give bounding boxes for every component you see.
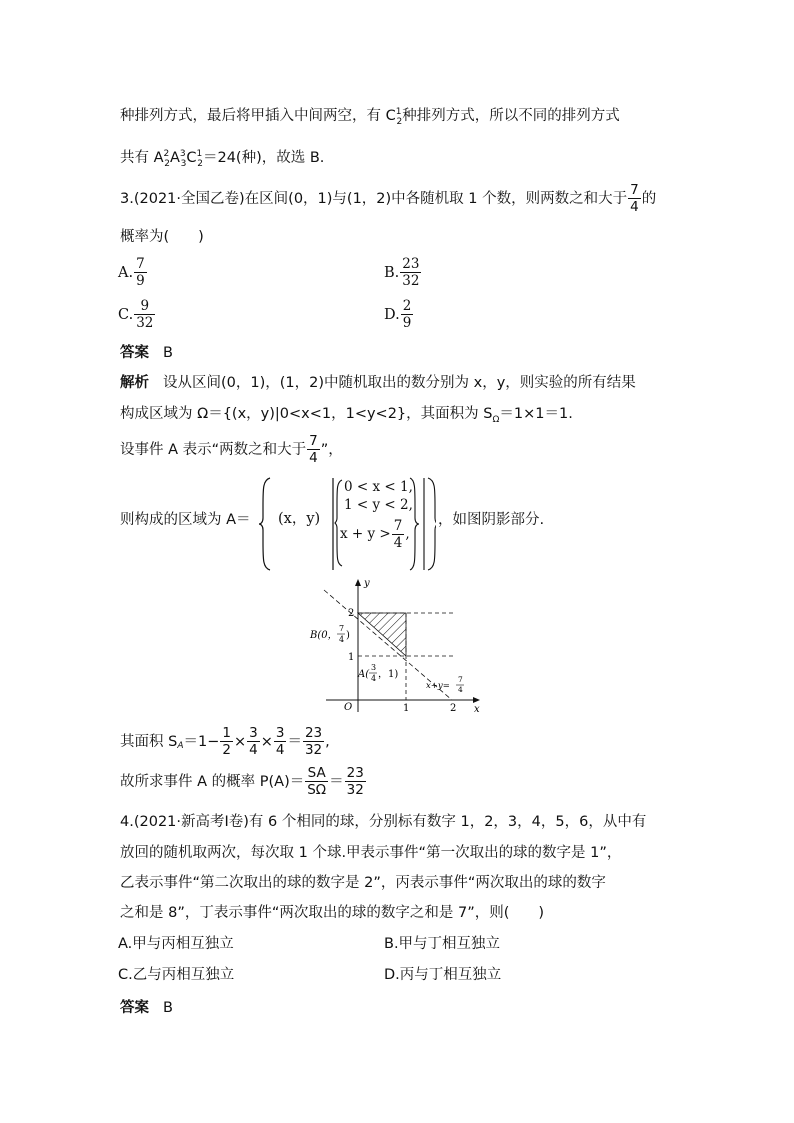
sup: 2: [163, 149, 170, 159]
point-a-label: A(: [358, 669, 370, 680]
q4-option-a: A.甲与丙相互独立: [118, 936, 234, 952]
x-axis-arrow: [473, 697, 480, 703]
num: 3: [249, 724, 258, 741]
den: SΩ: [307, 782, 327, 798]
option-letter: C.: [118, 306, 134, 323]
num: 7: [630, 181, 639, 198]
q4-option-d: D.丙与丁相互独立: [384, 967, 502, 983]
q3-answer: [120, 346, 173, 361]
sup: 1: [196, 149, 203, 159]
event-text: 设事件 A 表示“两数之和大于: [120, 441, 307, 458]
probability-fraction: [305, 764, 328, 798]
x-tick-1: 1: [403, 703, 410, 714]
option-fraction: [134, 297, 155, 331]
answer-label: 答案: [120, 345, 149, 361]
den: 32: [136, 315, 154, 331]
q4-line4: 之和是 8”，丁表示事件“两次取出的球的数字之和是 7”，则( ): [120, 905, 545, 921]
text-line-2: [120, 149, 325, 169]
point-a-frac-num: 3: [371, 663, 377, 672]
analysis-text: ＝1×1＝1.: [499, 406, 573, 422]
point-a-close: ，1): [378, 669, 399, 680]
line2-rest: ＝24(种)，故选 B.: [202, 150, 325, 166]
q3-stem-end: 的: [641, 190, 657, 207]
q4-line2: 放回的随机取两次，每次取 1 个球.甲表示事件“第一次取出的球的数字是 1”，: [120, 845, 622, 861]
region-suffix: ，如图阴影部分.: [438, 512, 545, 528]
region-brace-right: [408, 476, 436, 572]
y-tick-1: 1: [348, 652, 355, 663]
analysis-text: 构成区域为 Ω＝{(x，y)|0<x<1，1<y<2}，其面积为 S: [120, 406, 493, 422]
num: 3: [275, 724, 285, 741]
sub: 2: [164, 159, 170, 169]
option-fraction: [134, 255, 147, 289]
q3-stem: [120, 181, 656, 217]
den: 4: [275, 742, 285, 758]
answer-label: 答案: [120, 1000, 149, 1016]
q4-option-b: B.甲与丁相互独立: [384, 936, 501, 952]
q4-answer: [120, 1001, 173, 1016]
answer-value: B: [163, 345, 173, 361]
area-eq: ＝1−: [183, 733, 220, 750]
sub: Ω: [492, 415, 500, 425]
sub: 3: [180, 159, 187, 169]
region-brace-left: [258, 476, 272, 572]
region-condition-1: 0 < x < 1,: [344, 479, 413, 495]
event-end: ”，: [320, 441, 343, 458]
q4-line3: 乙表示事件“第二次取出的球的数字是 2”，丙表示事件“两次取出的球的数字: [120, 875, 606, 891]
area-text: 其面积 S: [120, 733, 178, 750]
analysis-text: 设从区间(0，1)，(1，2)中随机取出的数分别为 x，y，则实验的所有结果: [163, 375, 636, 391]
den: 32: [304, 742, 323, 758]
area-fraction-3: [274, 724, 287, 758]
x-axis-label: x: [474, 704, 480, 715]
point-b-label: B(0，: [310, 630, 338, 641]
q3-analysis-line2: [120, 406, 573, 425]
condition-fraction: [392, 517, 405, 551]
region-figure: [306, 576, 486, 716]
line2-b: A: [170, 150, 180, 166]
option-letter: B.: [384, 264, 400, 281]
den: 9: [136, 273, 145, 289]
event-fraction: [307, 432, 320, 466]
line-label: x+y=: [426, 681, 450, 691]
text-line-1: [120, 107, 620, 127]
region-condition-3: x + y > $\frac{7}{4}$ ,: [340, 517, 410, 551]
y-axis-label: y: [364, 578, 370, 589]
line-label-frac-num: 7: [458, 675, 463, 684]
num: 7: [309, 432, 318, 449]
num: 9: [140, 297, 150, 314]
option-letter: A.: [118, 264, 134, 281]
q3-option-c: [118, 296, 156, 334]
den: 2: [222, 742, 231, 758]
line-label-frac-den: 4: [458, 685, 463, 694]
point-a-frac-den: 4: [371, 674, 377, 683]
q4-line1: 4.(2021·新高考Ⅰ卷)有 6 个相同的球，分别标有数字 1，2，3，4，5，6，从中有: [120, 814, 647, 830]
area-end: ,: [325, 733, 330, 750]
area-fraction-1: [220, 724, 233, 758]
sup: 1: [395, 107, 402, 117]
num: 1: [222, 724, 231, 741]
sub: 2: [197, 159, 203, 169]
num: 23: [304, 724, 323, 741]
point-b-close: ): [346, 630, 350, 641]
area-line: 其面积 S A ＝1− $\frac{1}{2}$ × $\frac{3}{4}$ × $\frac{3}{4}$ ＝ $\frac{23}{32}$ ,: [120, 724, 330, 758]
num: SA: [307, 764, 326, 781]
origin-label: O: [344, 702, 353, 713]
option-letter: D.: [384, 306, 400, 323]
line2-a: 共有 A: [120, 150, 164, 166]
den: 4: [249, 742, 258, 758]
num: 2: [402, 297, 412, 314]
analysis-label: 解析: [120, 375, 149, 391]
probability-result: [345, 764, 366, 798]
q3-stem-line2: 概率为( ): [120, 229, 204, 245]
area-result: [303, 724, 324, 758]
point-b-frac-den: 4: [339, 635, 345, 644]
line1-start: 种排列方式，最后将甲插入中间两空，有 C: [120, 108, 396, 124]
line1-end: 种排列方式，所以不同的排列方式: [402, 108, 620, 124]
region-prefix: 则构成的区域为 A＝: [120, 512, 251, 528]
num: 7: [136, 255, 145, 272]
q3-stem-fraction: [628, 181, 641, 215]
den: 32: [402, 273, 420, 289]
num: 23: [402, 255, 420, 272]
option-fraction: [400, 255, 421, 289]
den: 9: [402, 315, 412, 331]
event-a-line: [120, 430, 343, 470]
region-condition-2: 1 < y < 2,: [344, 497, 413, 513]
x-tick-2: 2: [450, 703, 457, 714]
den: 32: [346, 782, 364, 798]
region-xy: (x，y): [278, 511, 321, 527]
den: 4: [630, 199, 639, 215]
sub: A: [177, 740, 184, 751]
y-axis-arrow: [355, 579, 361, 586]
num: 7: [393, 517, 403, 534]
q3-analysis-line1: [120, 376, 636, 391]
q3-option-d: [384, 296, 414, 334]
line2-c: C: [186, 150, 197, 166]
y-tick-2: 2: [348, 608, 355, 619]
probability-line: 故所求事件 A 的概率 P(A)＝ $\frac{SA}{S\Omega}$ ＝ $\frac{23}{32}$: [120, 764, 364, 798]
shaded-region: [358, 613, 406, 656]
q3-option-b: [384, 254, 422, 292]
q3-option-a: [118, 254, 148, 292]
q3-stem-text: 3.(2021·全国乙卷)在区间(0，1)与(1，2)中各随机取 1 个数，则两数之和大于: [120, 190, 628, 207]
den: 4: [309, 450, 318, 466]
sub: 2: [396, 117, 403, 127]
probability-text: 故所求事件 A 的概率 P(A)＝: [120, 773, 305, 790]
answer-value: B: [163, 1000, 173, 1016]
option-fraction: [401, 297, 414, 331]
num: 23: [346, 764, 364, 781]
condition-text: x + y >: [340, 526, 391, 543]
sup: 3: [179, 149, 186, 159]
area-fraction-2: [247, 724, 260, 758]
q4-option-c: C.乙与丙相互独立: [118, 967, 235, 983]
den: 4: [393, 535, 403, 551]
point-b-frac-num: 7: [339, 624, 345, 633]
